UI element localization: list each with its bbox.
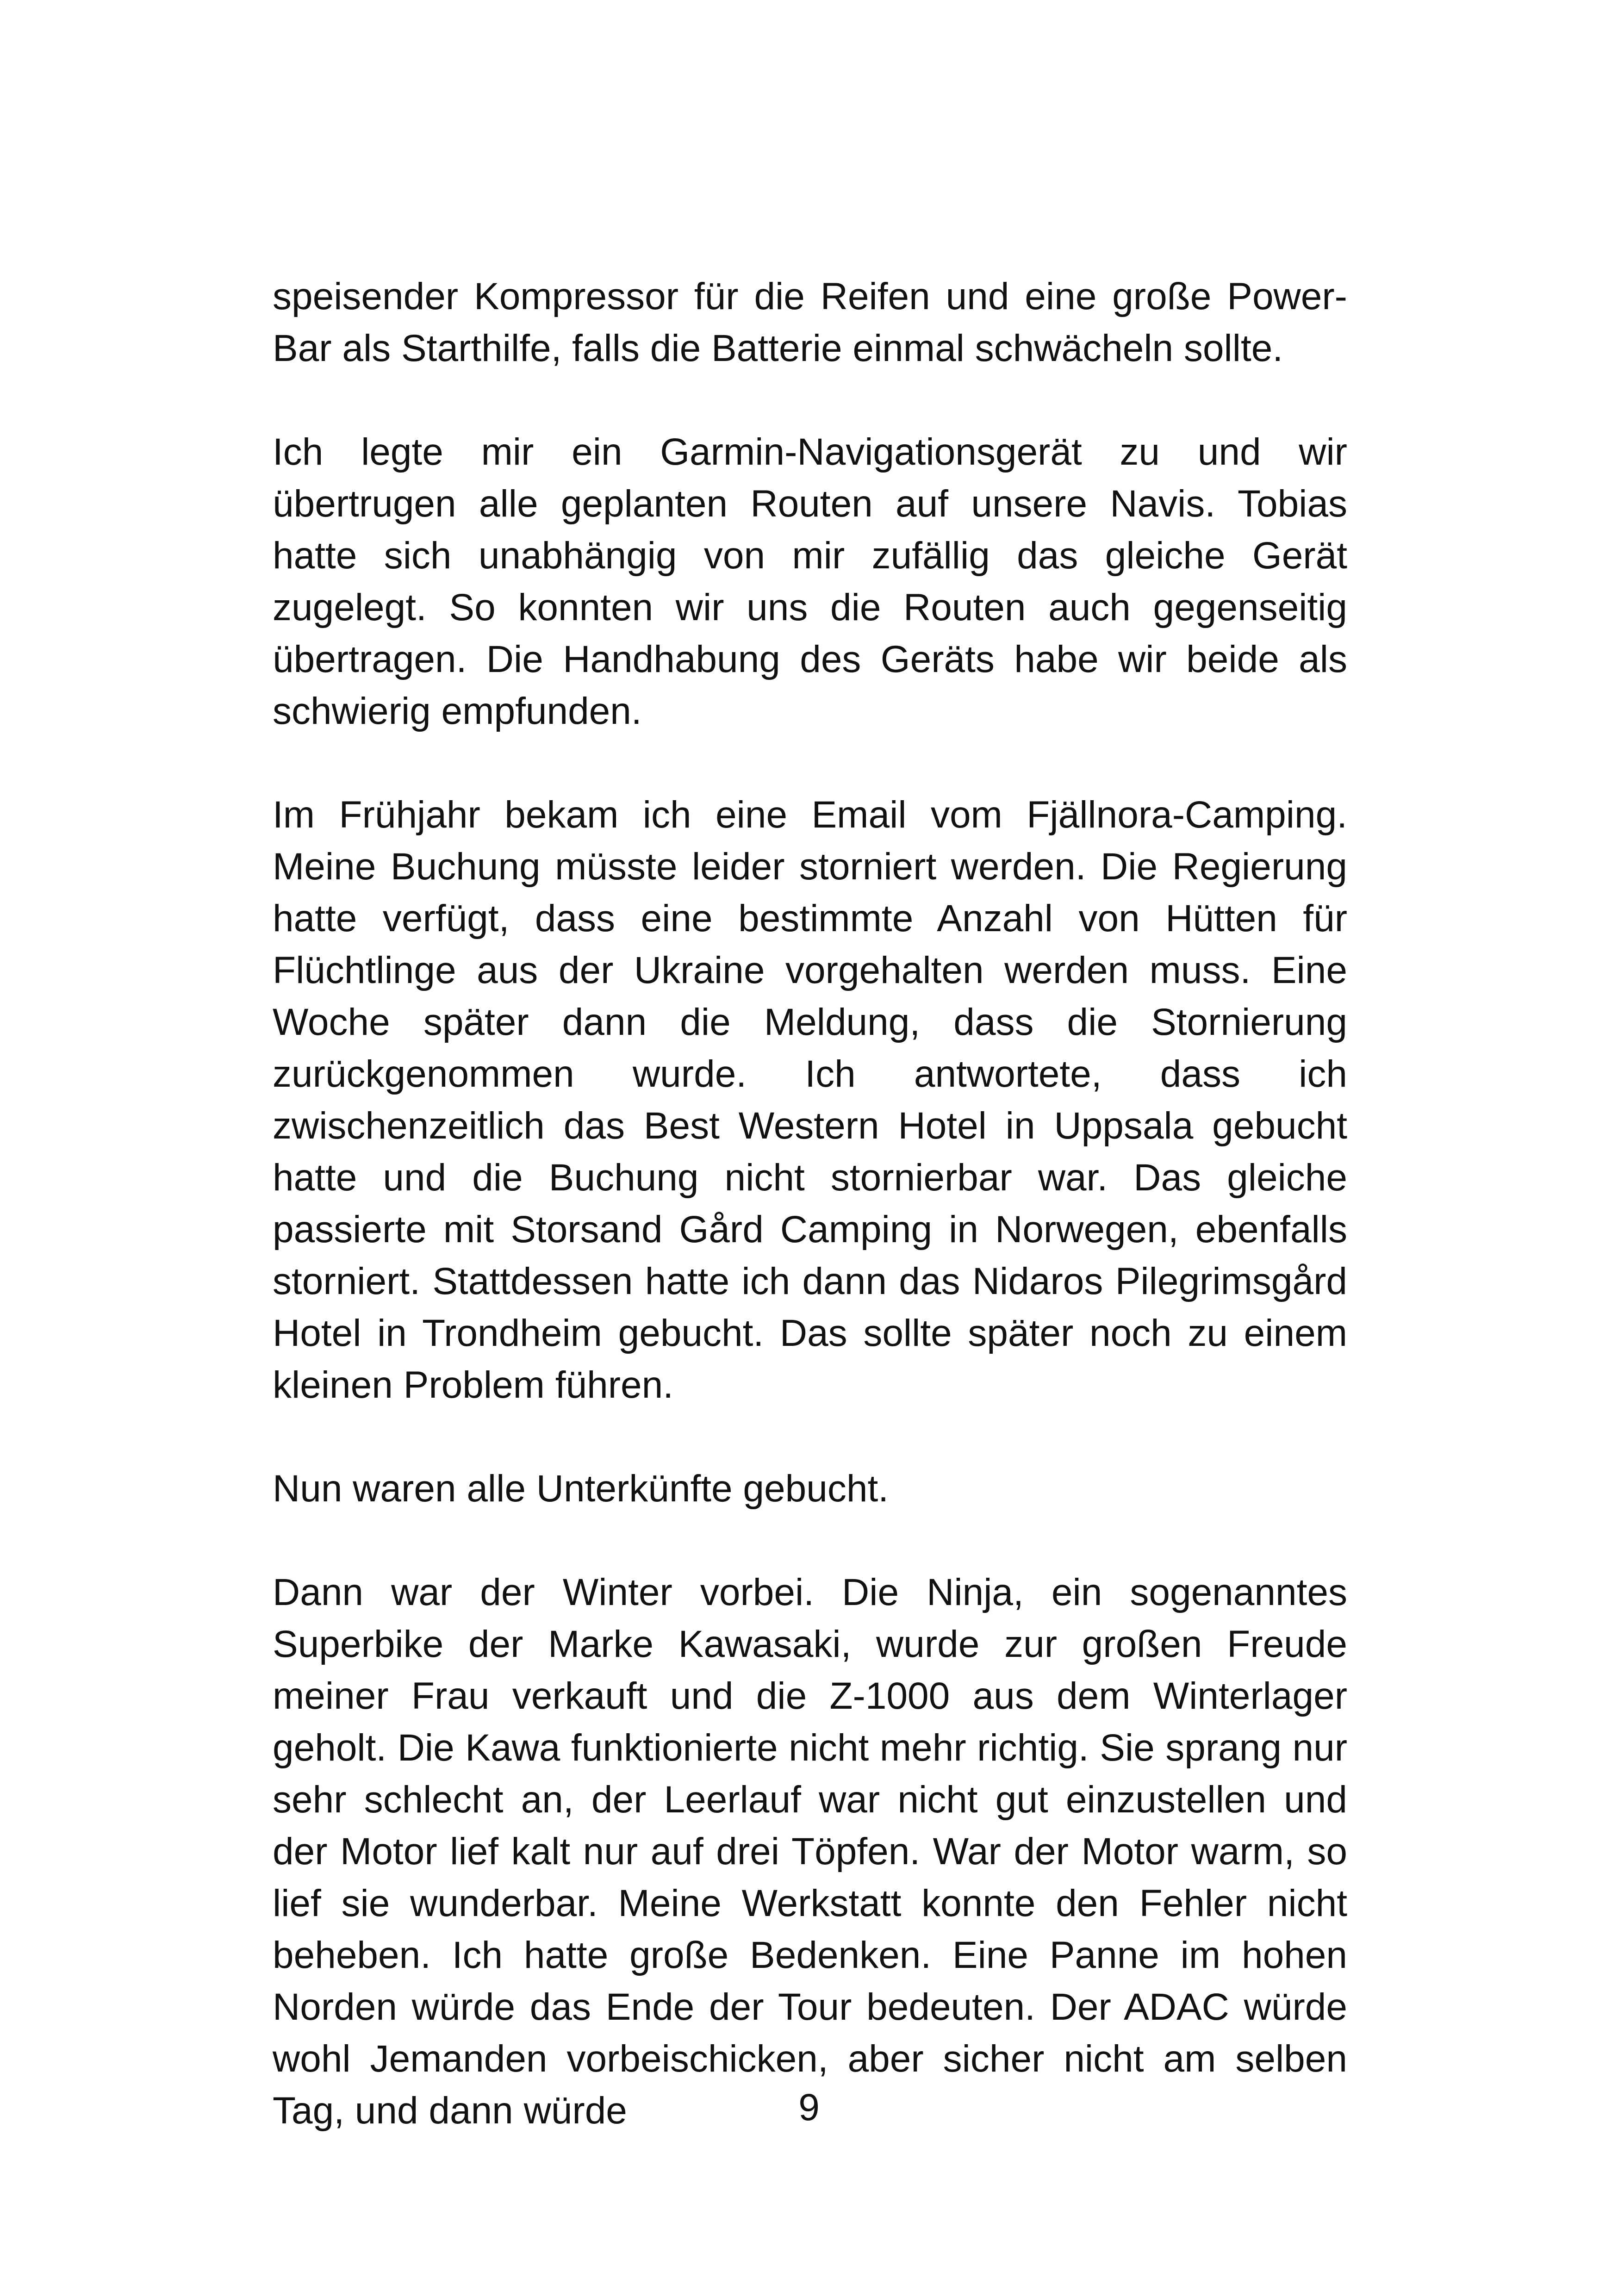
paragraph: speisender Kompressor für die Reifen und eine große Power-Bar als Starthilfe, falls die Batterie einmal schwächeln sollte. xyxy=(273,275,1347,369)
page-number: 9 xyxy=(798,2086,820,2128)
paragraph: Im Frühjahr bekam ich eine Email vom Fjällnora-Camping. Meine Buchung müsste leider storniert werden. Die Regierung hatte verfügt, dass eine bestimmte Anzahl von Hütten für Flüchtlinge aus der Ukraine vorgehalten werden muss. Eine Woche später dann die Meldung, dass die Stornierung zurückgenommen wurde. Ich antwortete, dass ich zwischenzeitlich das Best Western Hotel in Uppsala gebucht hatte und die Buchung nicht stornierbar war. Das gleiche passierte mit Storsand Gård Camping in Norwegen, ebenfalls storniert. Stattdessen hatte ich dann das Nidaros Pilegrimsgård Hotel in Trondheim gebucht. Das sollte später noch zu einem kleinen Problem führen. xyxy=(273,794,1347,1406)
paragraph: Ich legte mir ein Garmin-Navigationsgerät zu und wir übertrugen alle geplanten Routen auf unsere Navis. Tobias hatte sich unabhängig von mir zufällig das gleiche Gerät zugelegt. So konnten wir uns die Routen auch gegenseitig übertragen. Die Handhabung des Geräts habe wir beide als schwierig empfunden. xyxy=(273,431,1347,732)
paragraph: Dann war der Winter vorbei. Die Ninja, ein sogenanntes Superbike der Marke Kawasaki, wurde zur großen Freude meiner Frau verkauft und die Z-1000 aus dem Winterlager geholt. Die Kawa funktionierte nicht mehr richtig. Sie sprang nur sehr schlecht an, der Leerlauf war nicht gut einzustellen und der Motor lief kalt nur auf drei Töpfen. War der Motor warm, so lief sie wunderbar. Meine Werkstatt konnte den Fehler nicht beheben. Ich hatte große Bedenken. Eine Panne im hohen Norden würde das Ende der Tour bedeuten. Der ADAC würde wohl Jemanden vorbeischicken, aber sicher nicht am selben Tag, und dann würde xyxy=(273,1571,1347,2132)
paragraph: Nun waren alle Unterkünfte gebucht. xyxy=(273,1468,889,1510)
body-text xyxy=(273,271,1347,2137)
